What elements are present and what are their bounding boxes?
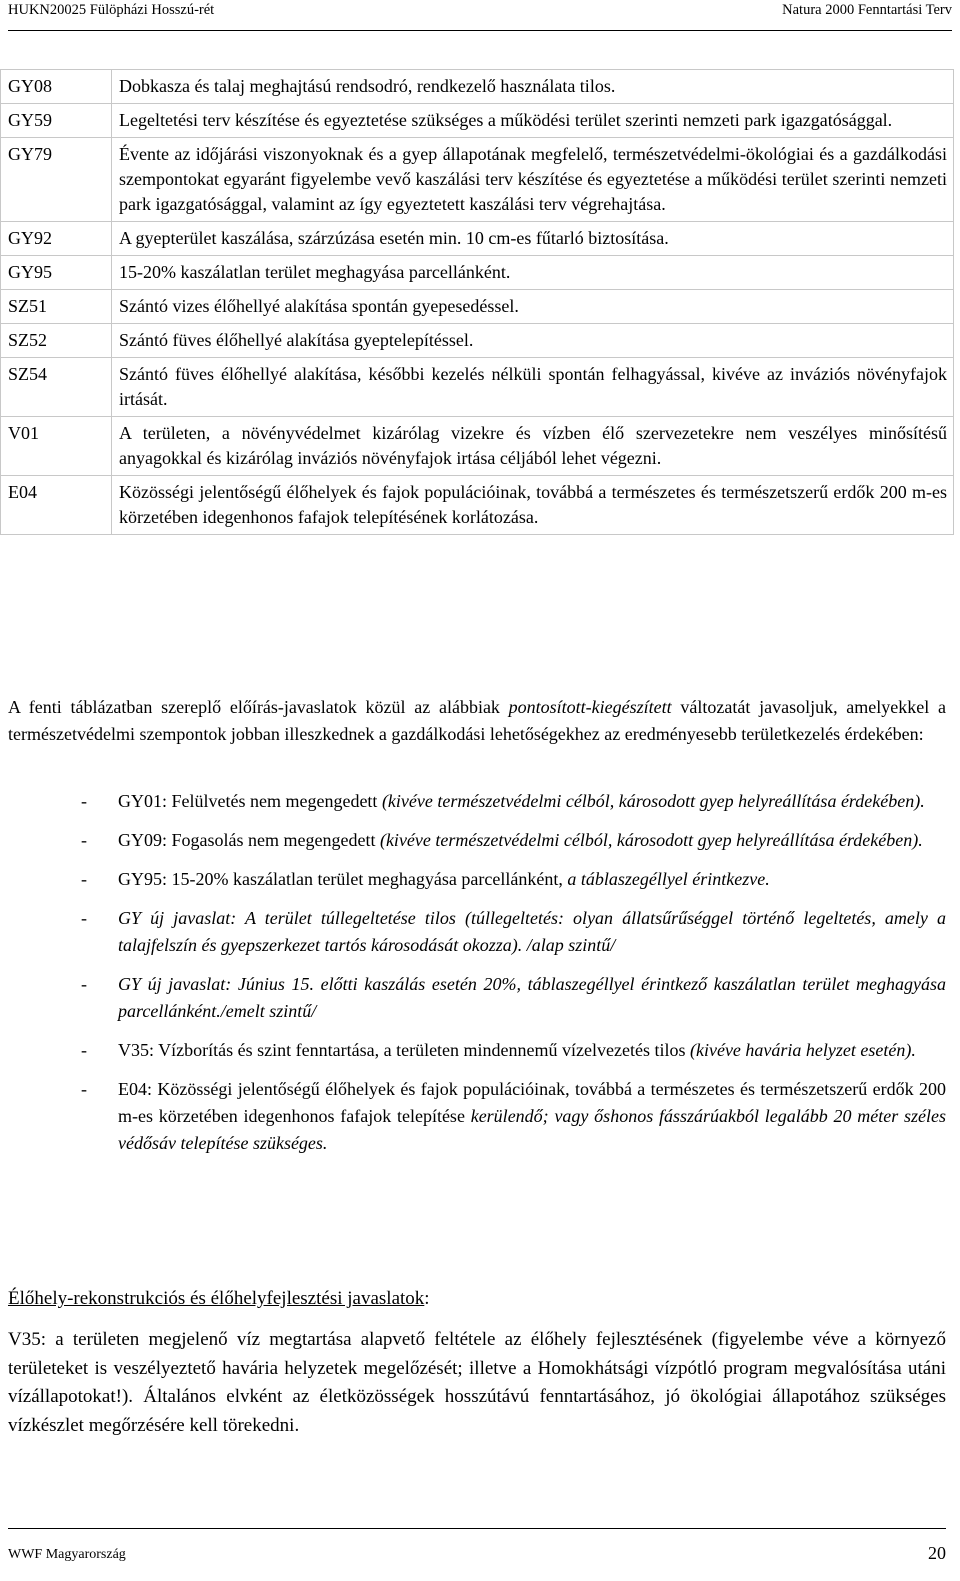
page-header [8,0,952,31]
list-item [8,1076,946,1157]
list-dash: - [81,869,87,889]
list-item [8,971,946,1025]
intro-italic: pontosított-kiegészített [508,697,672,717]
regulation-text: Közösségi jelentőségű élőhelyek és fajok populációinak, továbbá a természetes és természetszerű erdők 200 m-es körzetében idegenhonos fafajok telepítésének korlátozása. [112,476,954,535]
table-row [1,290,954,324]
regulation-text: Legeltetési terv készítése és egyeztetése szükséges a működési terület szerinti nemzeti park igazgatósággal. [112,104,954,138]
list-item [8,827,946,854]
list-dash: - [81,1079,87,1099]
table-row [1,358,954,417]
regulation-text: Dobkasza és talaj meghajtású rendsodró, rendkezelő használata tilos. [112,70,954,104]
header-document-id: HUKN20025 Fülöpházi Hosszú-rét [8,2,215,18]
section-heading: Élőhely-rekonstrukciós és élőhelyfejlesztési javaslatok: [8,1288,430,1309]
list-dash: - [81,908,87,928]
table-row [1,417,954,476]
regulation-code: GY79 [1,138,112,222]
list-item-text: GY09: Fogasolás nem megengedett [118,830,380,850]
intro-paragraph: A fenti táblázatban szereplő előírás-javaslatok közül az alábbiak pontosított-kiegészített változatát javasoljuk, amelyekkel a természetvédelmi szempontok jobban illeszkednek a gazdálkodási lehetőségekhez az eredményesebb területkezelés érdekében: [8,697,946,744]
table-row [1,70,954,104]
regulation-text: 15-20% kaszálatlan terület meghagyása parcellánként. [112,256,954,290]
proposal-list [8,788,946,1169]
regulation-code: SZ51 [1,290,112,324]
list-item [8,788,946,815]
regulation-code: GY08 [1,70,112,104]
footer-organization: WWF Magyarország [8,1547,126,1562]
list-dash: - [81,1040,87,1060]
list-item-text: GY01: Felülvetés nem megengedett [118,791,382,811]
regulation-text: Szántó vizes élőhellyé alakítása spontán gyepesedéssel. [112,290,954,324]
list-item-text: E04: Közösségi jelentőségű élőhelyek és fajok populációinak, továbbá a természetes és természetszerű erdők 200 m-es körzetében idegenhonos fafajok telepítése [118,1079,946,1126]
table-row [1,222,954,256]
regulation-code: GY59 [1,104,112,138]
regulation-code: SZ52 [1,324,112,358]
table-row [1,476,954,535]
list-dash: - [81,791,87,811]
list-item-italic: GY új javaslat: A terület túllegeltetése tilos (túllegeltetés: olyan állatsűrűséggel történő legeltetés, amely a talajfelszín és gyepszerkezet tartós károsodását okozza). /alap szintű/ [118,908,946,955]
list-dash: - [81,974,87,994]
regulation-code: E04 [1,476,112,535]
regulation-text: A gyepterület kaszálása, szárzúzása esetén min. 10 cm-es fűtarló biztosítása. [112,222,954,256]
list-item-text: V35: Vízborítás és szint fenntartása, a területen mindennemű vízelvezetés tilos [118,1040,690,1060]
table-row [1,324,954,358]
list-item-italic: a táblaszegéllyel érintkezve. [567,869,770,889]
table-row [1,104,954,138]
regulation-code: SZ54 [1,358,112,417]
regulation-code: GY95 [1,256,112,290]
list-item [8,1037,946,1064]
list-item-text: GY95: 15-20% kaszálatlan terület meghagyása parcellánként, [118,869,568,889]
list-item-italic: (kivéve havária helyzet esetén). [689,1040,916,1060]
regulation-code: V01 [1,417,112,476]
regulation-table [0,69,954,535]
list-item-italic: (kivéve természetvédelmi célból, károsodott gyep helyreállítása érdekében). [379,830,923,850]
regulation-code: GY92 [1,222,112,256]
list-item-italic: (kivéve természetvédelmi célból, károsodott gyep helyreállítása érdekében). [381,791,925,811]
list-item-italic: GY új javaslat: Június 15. előtti kaszálás esetén 20%, táblaszegéllyel érintkező kaszálatlan terület meghagyása parcellánként./emelt szintű/ [118,974,946,1021]
list-item [8,905,946,959]
page-number: 20 [928,1543,946,1563]
regulation-text: Szántó füves élőhellyé alakítása gyeptelepítéssel. [112,324,954,358]
page-footer [8,1528,946,1581]
section-paragraph: V35: a területen megjelenő víz megtartása alapvető feltétele az élőhely fejlesztésének (figyelembe véve a környező területeket is veszélyeztető havária helyzetek megelőzését; illetve a Homokhátsági vízpótló program megvalósítása utáni vízállapotokat!). Általános elvként az életközösségek hosszútávú fenntartásához, jó ökológiai állapotához szükséges vízkészlet megőrzésére kell törekedni. [8,1329,946,1436]
list-item-italic: kerülendő; vagy őshonos fásszárúakból legalább 20 méter széles védősáv telepítése szükséges. [118,1106,947,1153]
list-dash: - [81,830,87,850]
table-row [1,256,954,290]
regulation-text: Évente az időjárási viszonyoknak és a gyep állapotának megfelelő, természetvédelmi-ökológiai és a gazdálkodási szempontokat egyaránt figyelembe vevő kaszálási terv készítése és egyeztetése a működési terület szerinti nemzeti park igazgatósággal, valamint az így egyeztetett kaszálási terv végrehajtása. [112,138,954,222]
regulation-text: Szántó füves élőhellyé alakítása, későbbi kezelés nélküli spontán felhagyással, kivéve az inváziós növényfajok irtását. [112,358,954,417]
header-document-type: Natura 2000 Fenntartási Terv [782,2,952,18]
list-item [8,866,946,893]
table-row [1,138,954,222]
regulation-text: A területen, a növényvédelmet kizárólag vizekre és vízben élő szervezetekre nem veszélyes minősítésű anyagokkal és kizárólag inváziós növényfajok irtása céljából lehet végezni. [112,417,954,476]
